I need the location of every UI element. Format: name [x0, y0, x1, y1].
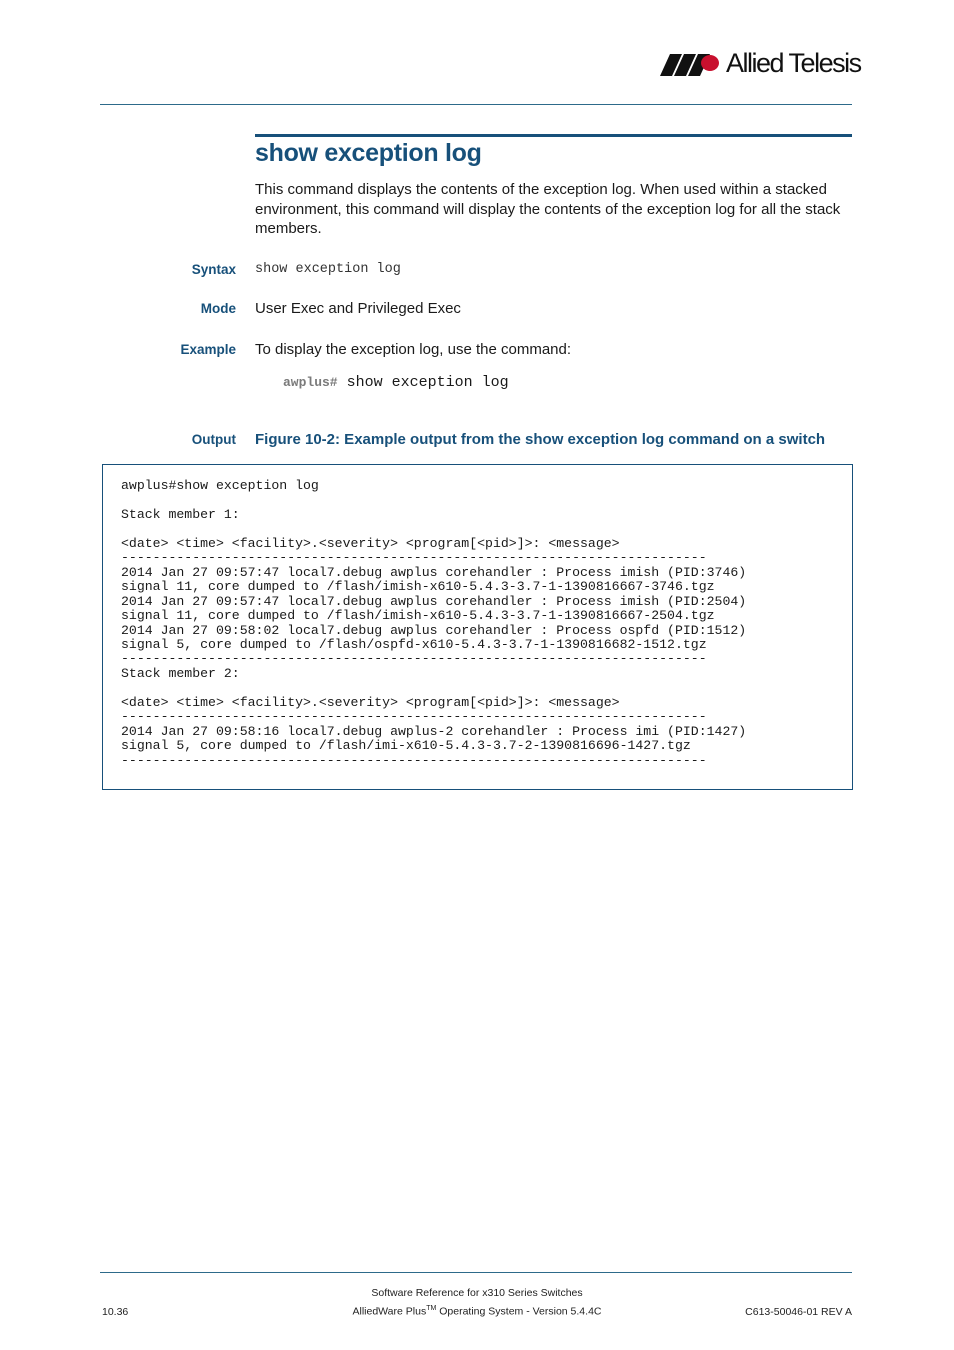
intro-paragraph: This command displays the contents of the exception log. When used within a stacked environment, this command will display the contents of the exception log for all the stack members.: [255, 181, 841, 237]
output-line: --------------------------------------------------------------------------: [121, 752, 707, 768]
footer-tm: TM: [426, 1305, 437, 1312]
mode-text: User Exec and Privileged Exec: [255, 300, 461, 317]
output-line: Stack member 2:: [121, 665, 240, 681]
output-line: awplus#show exception log: [121, 478, 319, 493]
output-line: 2014 Jan 27 09:57:47 local7.debug awplus corehandler : Process imish (PID:2504): [121, 593, 747, 609]
document-id: C613-50046-01 REV A: [745, 1306, 852, 1318]
output-line: 2014 Jan 27 09:58:02 local7.debug awplus corehandler : Process ospfd (PID:1512): [121, 622, 747, 638]
syntax-label: Syntax: [191, 262, 236, 277]
output-line: Stack member 1:: [121, 506, 240, 522]
page-title: show exception log: [255, 139, 482, 167]
page-number: 10.36: [102, 1306, 129, 1318]
footer-product: AlliedWare Plus: [352, 1305, 427, 1318]
output-line: --------------------------------------------------------------------------: [121, 709, 707, 725]
output-line: <date> <time> <facility>.<severity> <program[<pid>]>: <message>: [121, 535, 620, 551]
output-line: 2014 Jan 27 09:57:47 local7.debug awplus corehandler : Process imish (PID:3746): [121, 564, 747, 580]
logo-mark-icon: [660, 54, 722, 76]
footer-rule: [100, 1272, 852, 1273]
brand-name: Allied Telesis: [726, 48, 861, 78]
output-line: signal 5, core dumped to /flash/imi-x610-5.4.3-3.7-2-1390816696-1427.tgz: [121, 738, 691, 754]
example-label: Example: [180, 342, 236, 357]
command-prompt: awplus#: [283, 375, 338, 390]
command-text: show exception log: [337, 374, 509, 391]
figure-caption: Figure 10-2: Example output from the show exception log command on a switch: [255, 431, 826, 448]
footer-version-text: Operating System - Version 5.4.4C: [436, 1305, 602, 1318]
output-line: 2014 Jan 27 09:58:16 local7.debug awplus-2 corehandler : Process imi (PID:1427): [121, 723, 747, 739]
example-text: To display the exception log, use the command:: [255, 341, 572, 358]
output-line: signal 11, core dumped to /flash/imish-x610-5.4.3-3.7-1-1390816667-2504.tgz: [121, 608, 715, 624]
header-rule: [100, 104, 852, 105]
output-line: signal 5, core dumped to /flash/ospfd-x610-5.4.3-3.7-1-1390816682-1512.tgz: [121, 636, 707, 652]
example-command: [283, 374, 509, 391]
title-rule: [255, 134, 852, 137]
footer-title: Software Reference for x310 Series Switches: [371, 1287, 583, 1299]
output-line: <date> <time> <facility>.<severity> <program[<pid>]>: <message>: [121, 694, 620, 710]
output-line: --------------------------------------------------------------------------: [121, 651, 707, 667]
output-box: [102, 464, 853, 790]
allied-telesis-logo: [660, 48, 861, 82]
output-label: Output: [191, 432, 236, 447]
output-line: --------------------------------------------------------------------------: [121, 550, 707, 566]
mode-label: Mode: [200, 301, 236, 316]
output-line: signal 11, core dumped to /flash/imish-x610-5.4.3-3.7-1-1390816667-3746.tgz: [121, 579, 715, 595]
syntax-text: show exception log: [255, 262, 401, 277]
output-listing: [121, 479, 746, 768]
